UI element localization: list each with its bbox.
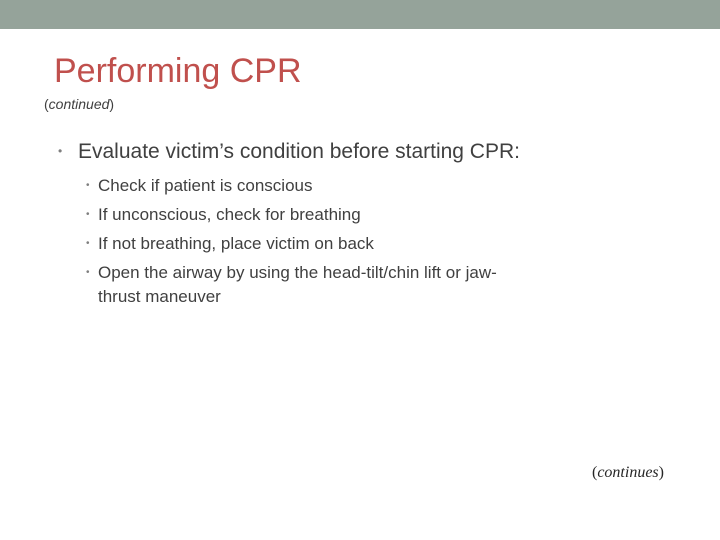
bullet-icon: • (86, 209, 90, 220)
slide-body (56, 137, 536, 309)
main-bullet-point (56, 137, 536, 166)
bullet-icon: • (86, 180, 90, 191)
subtitle-close-paren: ) (109, 96, 115, 112)
continues-word: continues (597, 464, 659, 481)
sub-bullet-list (56, 174, 536, 309)
subtitle-word: continued (48, 96, 110, 112)
bullet-icon: • (86, 238, 90, 249)
sub-point-text: Check if patient is conscious (98, 176, 313, 195)
continues-close-paren: ) (658, 464, 664, 481)
sub-bullet-item (86, 232, 536, 256)
bullet-icon: • (86, 267, 90, 278)
sub-point-text: If unconscious, check for breathing (98, 205, 361, 224)
sub-bullet-item (86, 174, 536, 198)
slide-title: Performing CPR (54, 52, 302, 90)
sub-point-text: Open the airway by using the head-tilt/chin lift or jaw-thrust maneuver (98, 263, 497, 306)
bullet-icon: • (58, 144, 63, 158)
main-point-text: Evaluate victim’s condition before starting CPR: (78, 140, 520, 163)
subtitle-open-paren: ( (44, 96, 49, 112)
continues-open-paren: ( (592, 464, 598, 481)
sub-point-text: If not breathing, place victim on back (98, 234, 374, 253)
sub-bullet-item (86, 261, 536, 309)
continues-note (592, 462, 664, 484)
slide-subtitle (44, 95, 114, 113)
sub-bullet-item (86, 203, 536, 227)
top-accent-bar (0, 0, 720, 29)
